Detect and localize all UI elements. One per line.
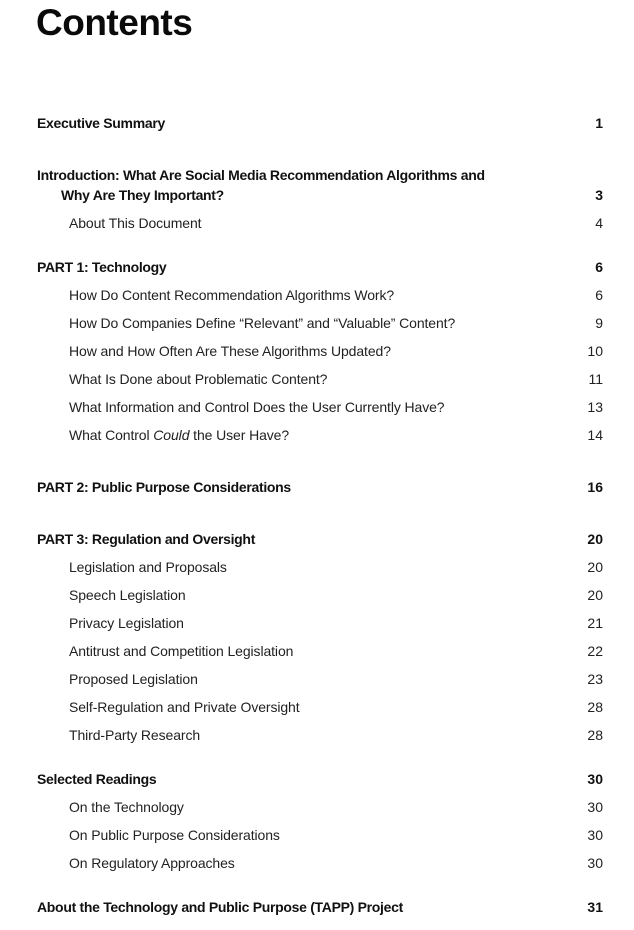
- toc-label: Introduction: What Are Social Media Recommendation Algorithms and: [37, 167, 485, 183]
- toc-entry-executive-summary[interactable]: [0, 113, 634, 133]
- toc-label: What Is Done about Problematic Content?: [69, 371, 328, 387]
- toc-entry-self-regulation[interactable]: [0, 697, 634, 717]
- toc-label: PART 1: Technology: [37, 259, 167, 275]
- toc-label: Privacy Legislation: [69, 615, 184, 631]
- toc-page-number: 14: [587, 427, 603, 443]
- toc-entry-how-algorithms-work[interactable]: [0, 285, 634, 305]
- toc-page-number: 1: [595, 115, 603, 131]
- toc-label: PART 2: Public Purpose Considerations: [37, 479, 291, 495]
- toc-entry-antitrust-legislation[interactable]: [0, 641, 634, 661]
- toc-label: Proposed Legislation: [69, 671, 198, 687]
- toc-label: How Do Companies Define “Relevant” and “Valuable” Content?: [69, 315, 456, 331]
- toc-entry-third-party-research[interactable]: [0, 725, 634, 745]
- toc-entry-on-technology[interactable]: [0, 797, 634, 817]
- toc-label: About the Technology and Public Purpose (TAPP) Project: [37, 899, 403, 915]
- toc-label: Selected Readings: [37, 771, 157, 787]
- toc-page-number: 3: [595, 187, 603, 203]
- toc-page-number: 10: [587, 343, 603, 359]
- toc-label: Self-Regulation and Private Oversight: [69, 699, 300, 715]
- toc-page-number: 20: [587, 559, 603, 575]
- toc-entry-about-this-document[interactable]: [0, 213, 634, 233]
- toc-label: Executive Summary: [37, 115, 165, 131]
- toc-label-pre: What Control: [69, 427, 154, 443]
- toc-entry-introduction-line1[interactable]: [0, 165, 634, 185]
- toc-entry-relevant-valuable[interactable]: [0, 313, 634, 333]
- toc-label: PART 3: Regulation and Oversight: [37, 531, 256, 547]
- toc-entry-problematic-content[interactable]: [0, 369, 634, 389]
- toc-page-number: 4: [595, 215, 603, 231]
- toc-page-number: 20: [587, 587, 603, 603]
- toc-page-number: 9: [595, 315, 603, 331]
- page-title: Contents: [36, 2, 193, 43]
- toc-entry-proposed-legislation[interactable]: [0, 669, 634, 689]
- toc-label: Antitrust and Competition Legislation: [69, 643, 294, 659]
- toc-label: What Information and Control Does the User Currently Have?: [69, 399, 445, 415]
- toc-entry-part1[interactable]: [0, 257, 634, 277]
- toc-label: Why Are They Important?: [61, 187, 224, 203]
- toc-page-number: 28: [587, 699, 603, 715]
- toc-label: On Regulatory Approaches: [69, 855, 235, 871]
- toc-entry-about-tapp[interactable]: [0, 897, 634, 917]
- toc-label: On Public Purpose Considerations: [69, 827, 280, 843]
- toc-entry-could-user-have[interactable]: [0, 425, 634, 445]
- toc-entry-part3[interactable]: [0, 529, 634, 549]
- toc-page-number: 23: [587, 671, 603, 687]
- toc-page-number: 11: [588, 371, 603, 387]
- toc-entry-selected-readings[interactable]: [0, 769, 634, 789]
- toc-page-number: 31: [587, 899, 603, 915]
- toc-page-number: 20: [587, 531, 603, 547]
- toc-page-number: 30: [587, 799, 603, 815]
- toc-page-number: 30: [587, 855, 603, 871]
- toc-label: Legislation and Proposals: [69, 559, 227, 575]
- toc-label: On the Technology: [69, 799, 184, 815]
- toc-entry-on-regulatory-approaches[interactable]: [0, 853, 634, 873]
- toc-entry-algorithms-updated[interactable]: [0, 341, 634, 361]
- toc-page-number: 6: [595, 259, 603, 275]
- toc-label-emphasis: Could: [153, 427, 190, 443]
- toc-label: How and How Often Are These Algorithms Updated?: [69, 343, 391, 359]
- toc-entry-user-information-control[interactable]: [0, 397, 634, 417]
- toc-entry-part2[interactable]: [0, 477, 634, 497]
- toc-label: Third-Party Research: [69, 727, 201, 743]
- toc-label: Speech Legislation: [69, 587, 186, 603]
- toc-entry-legislation-proposals[interactable]: [0, 557, 634, 577]
- toc-page-number: 30: [587, 827, 603, 843]
- toc-label: How Do Content Recommendation Algorithms Work?: [69, 287, 395, 303]
- toc-entry-speech-legislation[interactable]: [0, 585, 634, 605]
- toc-page-number: 16: [587, 479, 603, 495]
- toc-page-number: 6: [595, 287, 603, 303]
- toc-label: [69, 425, 289, 445]
- toc-entry-introduction-line2[interactable]: [0, 185, 634, 205]
- toc-page-number: 13: [587, 399, 603, 415]
- toc-page-number: 21: [587, 615, 603, 631]
- toc-label: About This Document: [69, 215, 202, 231]
- toc-page-number: 30: [587, 771, 603, 787]
- toc-entry-privacy-legislation[interactable]: [0, 613, 634, 633]
- toc-label-post: the User Have?: [189, 427, 290, 443]
- toc-entry-on-public-purpose[interactable]: [0, 825, 634, 845]
- toc-page-number: 28: [587, 727, 603, 743]
- toc-page-number: 22: [587, 643, 603, 659]
